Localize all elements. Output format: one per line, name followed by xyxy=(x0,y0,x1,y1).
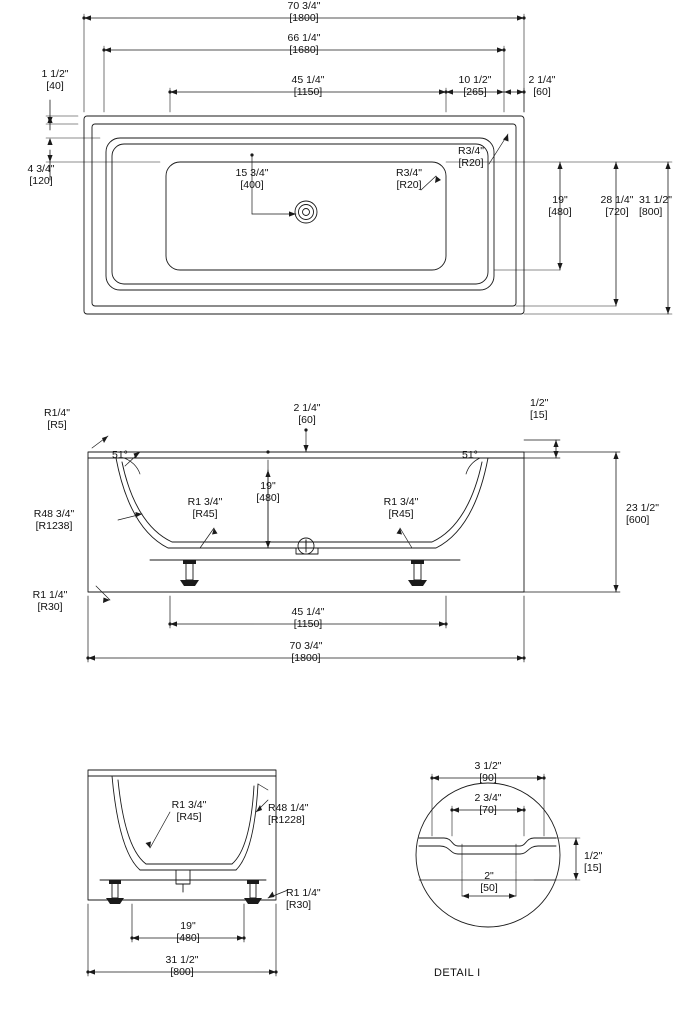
dim-fv-angle-right xyxy=(462,450,496,462)
dim-value-imperial: R1 3/4" xyxy=(187,496,223,508)
dim-fv-angle-left xyxy=(112,450,146,462)
dim-value-metric: [R1228] xyxy=(268,813,305,826)
dim-value-metric: [1150] xyxy=(293,617,323,630)
dim-value-imperial: 2 1/4" xyxy=(528,74,556,86)
dim-value-imperial: R1/4" xyxy=(44,407,70,419)
dim-fv-overall-height xyxy=(626,503,686,526)
dim-tv-rim-right xyxy=(512,75,572,98)
dim-value-imperial: 3 1/2" xyxy=(474,760,502,772)
dim-value-imperial: R48 3/4" xyxy=(33,508,75,520)
dim-value-metric: [120] xyxy=(29,174,53,187)
dim-value-metric: [R1238] xyxy=(35,519,73,532)
dim-sv-radius-back xyxy=(268,803,348,826)
dim-value-metric: [70] xyxy=(479,803,497,816)
dim-fv-rim-thickness xyxy=(276,403,338,426)
dim-value-metric: [400] xyxy=(240,178,264,191)
dim-fv-radius-base xyxy=(14,590,86,613)
dim-tv-drain-offset xyxy=(204,168,300,191)
dim-dv-thickness xyxy=(584,851,638,874)
detail-view-label: DETAIL I xyxy=(434,967,481,979)
dim-value-imperial: 19" xyxy=(260,480,276,492)
dim-tv-inner-width xyxy=(254,33,354,56)
dim-value-metric: [60] xyxy=(298,413,316,426)
dim-value-imperial: R1 1/4" xyxy=(32,589,68,601)
dim-fv-feet-spacing xyxy=(258,607,358,630)
dim-value-imperial: 2 3/4" xyxy=(474,792,502,804)
dim-value-metric: [265] xyxy=(463,85,487,98)
dim-value-metric: [R30] xyxy=(37,600,63,613)
dim-value-metric: [1680] xyxy=(289,43,319,56)
dim-value-imperial: 19" xyxy=(552,194,568,206)
dim-value-metric: [60] xyxy=(533,85,551,98)
detail-callout-marker: I xyxy=(304,538,308,548)
dim-value-imperial: R3/4" xyxy=(458,145,484,157)
dim-value-metric: [480] xyxy=(176,931,200,944)
dim-value-metric: [40] xyxy=(46,79,64,92)
dim-fv-inner-height xyxy=(238,481,298,504)
dim-value-metric: [R20] xyxy=(458,156,484,169)
dim-value-metric: [800] xyxy=(639,205,663,218)
dim-value-imperial: 45 1/4" xyxy=(291,606,325,618)
dim-tv-waste-center xyxy=(258,75,358,98)
dim-value-metric: [1800] xyxy=(289,11,319,24)
dim-tv-right-offset xyxy=(430,75,520,98)
dim-fv-radius-foot-right xyxy=(366,497,436,520)
dim-value-metric: [R5] xyxy=(47,418,67,431)
dim-value-imperial: R48 1/4" xyxy=(268,802,309,814)
dim-value-metric: [R20] xyxy=(396,178,422,191)
dim-dv-width-mid xyxy=(448,793,528,816)
dim-value-imperial: 1/2" xyxy=(530,397,549,409)
dim-value-metric: [15] xyxy=(584,861,602,874)
dim-tv-radius-corner-1 xyxy=(378,168,440,191)
dim-tv-inner-depth xyxy=(531,195,589,218)
dim-value-imperial: 51° xyxy=(462,449,478,461)
dim-value-imperial: 2 1/4" xyxy=(293,402,321,414)
dim-value-imperial: 10 1/2" xyxy=(458,74,492,86)
dim-value-imperial: 70 3/4" xyxy=(287,0,321,12)
dim-tv-radius-corner-2 xyxy=(440,146,502,169)
dim-value-metric: [720] xyxy=(605,205,629,218)
dim-fv-top-edge xyxy=(530,398,584,421)
dim-value-metric: [480] xyxy=(256,491,280,504)
dim-value-imperial: R1 3/4" xyxy=(383,496,419,508)
dim-value-imperial: 15 3/4" xyxy=(235,167,269,179)
dim-value-metric: [50] xyxy=(480,881,498,894)
dim-value-metric: [1150] xyxy=(293,85,323,98)
dim-tv-overall-width xyxy=(254,1,354,24)
dim-value-metric: [R45] xyxy=(192,507,218,520)
dim-tv-rim-left xyxy=(24,69,86,92)
dim-dv-width-inner xyxy=(449,871,529,894)
dim-value-metric: [800] xyxy=(170,965,194,978)
dim-value-imperial: R3/4" xyxy=(396,167,422,179)
dim-tv-rim-front xyxy=(10,164,72,187)
dim-sv-radius-inner xyxy=(154,800,224,823)
dim-value-imperial: 70 3/4" xyxy=(289,640,323,652)
dim-value-imperial: 45 1/4" xyxy=(291,74,325,86)
dim-value-imperial: 2" xyxy=(484,870,494,882)
dim-value-metric: [R30] xyxy=(286,898,312,911)
dim-value-imperial: 66 1/4" xyxy=(287,32,321,44)
dim-fv-overall-width xyxy=(256,641,356,664)
dim-fv-radius-rim xyxy=(26,408,88,431)
dim-value-metric: [480] xyxy=(548,205,572,218)
dim-value-imperial: 28 1/4" xyxy=(600,194,634,206)
dim-value-imperial: 19" xyxy=(180,920,196,932)
dim-value-metric: [R45] xyxy=(388,507,414,520)
dim-value-imperial: 31 1/2" xyxy=(165,954,199,966)
dim-value-imperial: 23 1/2" xyxy=(626,502,659,514)
dim-value-imperial: R1 1/4" xyxy=(286,887,321,899)
dim-fv-radius-back xyxy=(14,509,94,532)
dim-value-imperial: R1 3/4" xyxy=(171,799,207,811)
dim-value-imperial: 51° xyxy=(112,449,128,461)
dim-value-imperial: 31 1/2" xyxy=(639,194,672,206)
dim-dv-width-outer xyxy=(448,761,528,784)
dim-sv-overall-width xyxy=(142,955,222,978)
dim-sv-feet-spacing xyxy=(148,921,228,944)
dim-value-metric: [R45] xyxy=(176,810,202,823)
dim-value-metric: [1800] xyxy=(291,651,321,664)
dim-tv-overall-depth xyxy=(639,195,689,218)
dim-value-metric: [15] xyxy=(530,408,548,421)
dim-value-metric: [600] xyxy=(626,513,650,526)
dim-value-imperial: 1 1/2" xyxy=(41,68,69,80)
dim-value-imperial: 1/2" xyxy=(584,850,603,862)
dim-value-metric: [90] xyxy=(479,771,497,784)
dim-value-imperial: 4 3/4" xyxy=(27,163,55,175)
dim-fv-radius-foot-left xyxy=(170,497,240,520)
dim-sv-radius-base xyxy=(286,888,358,911)
